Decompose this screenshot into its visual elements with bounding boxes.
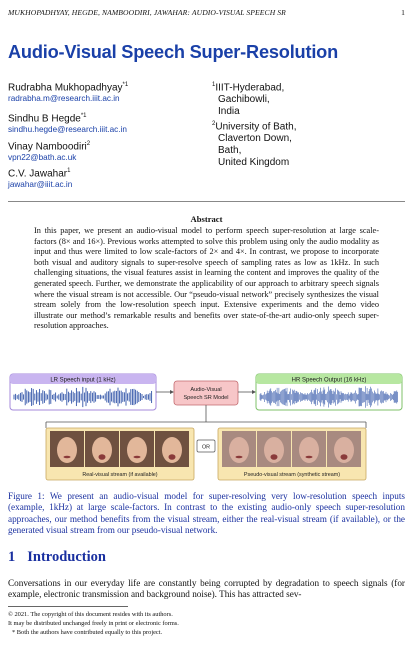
paper-title: Audio-Visual Speech Super-Resolution: [8, 42, 338, 62]
page-number: 1: [401, 8, 405, 17]
mouth-shape: [341, 454, 348, 460]
title-rule: [8, 201, 405, 202]
author-name: Vinay Namboodiri$^2$: [8, 141, 91, 153]
running-header: [8, 8, 405, 17]
figure-1: [8, 368, 405, 485]
affiliation-1: $^1$IIIT-Hyderabad, Gachibowli, India: [212, 82, 285, 118]
author-name: Sindhu B Hegde$^{*1}$: [8, 113, 87, 125]
author-name: Rudrabha Mukhopadhyay$^{*1}$: [8, 82, 129, 94]
author-email[interactable]: jawahar@iiit.ac.in: [8, 180, 73, 189]
face-shape: [299, 437, 319, 463]
lr-label: LR Speech input (1 kHz): [50, 377, 116, 384]
mouth-shape: [134, 456, 141, 458]
author-email[interactable]: radrabha.m@research.iiit.ac.in: [8, 94, 120, 103]
footnote-copyright: © 2021. The copyright of this document resides with its authors.: [8, 611, 173, 618]
hr-label: HR Speech Output (16 kHz): [291, 377, 367, 384]
pseudo-visual-label: Pseudo-visual stream (synthetic stream): [243, 472, 341, 478]
footnote-rule: [8, 606, 128, 607]
face-shape: [229, 437, 249, 463]
real-visual-label: Real-visual stream (if available): [82, 472, 158, 478]
model-label-1: Audio-Visual: [190, 387, 222, 393]
figure-caption: Figure 1: We present an audio-visual model for super-resolving very low-resolution speech inputs (example, 1kHz) at large scale-factors. In contrast to the existing audio-only speech super-resolution approaches, our method benefits from the visual stream, either the real-visual stream (if available), or the generated visual stream from our pseudo-visual network.: [8, 491, 405, 536]
author-email[interactable]: sindhu.hegde@research.iiit.ac.in: [8, 125, 127, 134]
affiliation-2: $^2$University of Bath, Claverton Down, Bath, United Kingdom: [212, 121, 297, 169]
mouth-shape: [99, 454, 106, 460]
face-shape: [127, 437, 147, 463]
abstract-text: In this paper, we present an audio-visual model to perform speech super-resolution at large scale-factors (8× and 16×). Previous works attempted to solve this problem using only the audio modality as input and thus were limited to low scale-factors of 2× and 4×. In contrast, we propose to incorporate both visual and auditory signals to super-resolve speech of sampling rates as low as 1kHz. In such challenging situations, the visual features assist in learning the content and improves the quality of the generated speech. Further, we demonstrate the applicability of our approach to arbitrary speech signals where the visual stream is not accessible. Our “pseudo-visual network” precisely synthesizes the visual stream solely from the low-resolution speech input. Extensive experiments and the demo video illustrate our method’s remarkable results and benefits over state-of-the-art audio-only speech super-resolution approaches.: [34, 226, 379, 331]
author-email[interactable]: vpn22@bath.ac.uk: [8, 153, 77, 162]
or-label: OR: [201, 444, 211, 451]
running-head-text: MUKHOPADHYAY, HEGDE, NAMBOODIRI, JAWAHAR: AUDIO-VISUAL SPEECH SR: [8, 8, 286, 17]
mouth-shape: [271, 454, 278, 460]
mouth-shape: [306, 456, 313, 458]
section-heading: 1 Introduction: [8, 549, 106, 565]
sr-model-box: [174, 381, 238, 405]
footnote-equal-contribution: * Both the authors have contributed equally to this project.: [12, 629, 163, 636]
mouth-shape: [169, 454, 176, 460]
body-text: Conversations in our everyday life are constantly being corrupted by degradation to speech signals (for example, electronic transmission and background noise). This has attracted sev-: [8, 578, 405, 600]
arrow-head: [170, 390, 174, 394]
model-label-2: Speech SR Model: [183, 395, 229, 401]
author-name: C.V. Jawahar$^1$: [8, 168, 71, 180]
mouth-shape: [64, 456, 71, 458]
abstract-heading: Abstract: [190, 214, 223, 224]
mouth-shape: [236, 456, 243, 458]
arrow-head: [252, 390, 256, 394]
figure-diagram: [8, 368, 405, 485]
footnote-distribution: It may be distributed unchanged freely in print or electronic forms.: [8, 620, 179, 627]
face-shape: [57, 437, 77, 463]
